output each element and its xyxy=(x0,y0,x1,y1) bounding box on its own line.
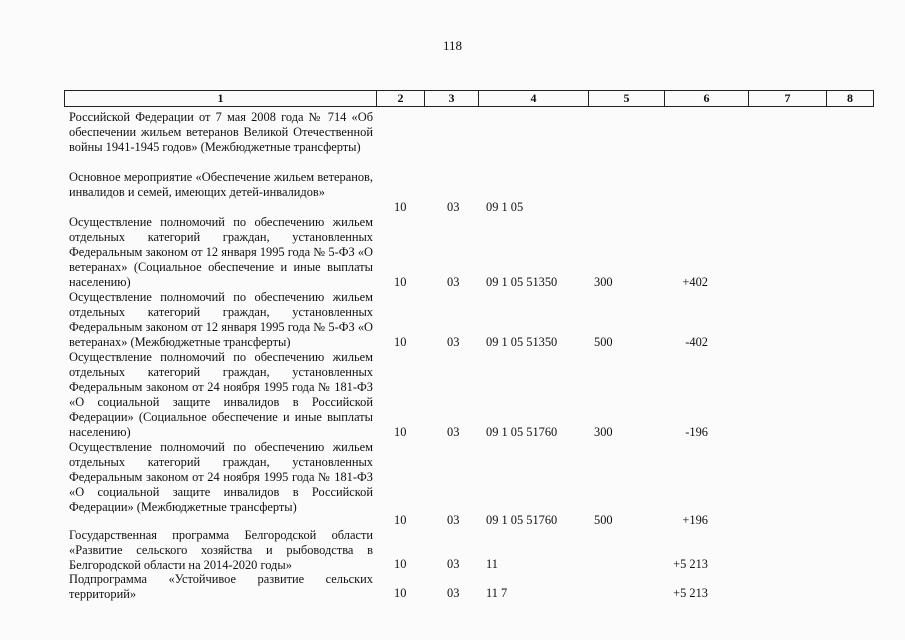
row-target-article: 11 7 xyxy=(486,586,508,600)
row-amount: -402 xyxy=(685,335,708,349)
row-description: Государственная программа Белгородской области «Развитие сельского хозяйства и рыбоводства в Белгородской области на 2014-2020 годы» xyxy=(69,528,373,573)
header-col-6: 6 xyxy=(665,91,749,106)
row-subsection: 03 xyxy=(447,513,460,527)
row-target-article: 11 xyxy=(486,557,498,571)
header-col-1: 1 xyxy=(65,91,377,106)
row-subsection: 03 xyxy=(447,586,460,600)
row-target-article: 09 1 05 51760 xyxy=(486,425,558,439)
row-subsection: 03 xyxy=(447,335,460,349)
row-amount: -196 xyxy=(685,425,708,439)
row-description: Российской Федерации от 7 мая 2008 года № 714 «Об обеспечении жильем ветеранов Великой Отечественной войны 1941-1945 годов» (Межбюджетные трансферты) xyxy=(69,110,373,155)
row-section: 10 xyxy=(394,513,407,527)
header-col-3: 3 xyxy=(425,91,479,106)
row-expense-type: 500 xyxy=(594,335,613,349)
row-section: 10 xyxy=(394,586,407,600)
header-col-4: 4 xyxy=(479,91,589,106)
row-description: Осуществление полномочий по обеспечению жильем отдельных категорий граждан, установленных Федеральным законом от 12 января 1995 года № 5-ФЗ «О ветеранах» (Межбюджетные трансферты) xyxy=(69,290,373,350)
row-amount: +196 xyxy=(682,513,708,527)
row-description: Основное мероприятие «Обеспечение жильем ветеранов, инвалидов и семей, имеющих детей-инвалидов» xyxy=(69,170,373,200)
row-subsection: 03 xyxy=(447,557,460,571)
header-col-5: 5 xyxy=(589,91,665,106)
header-col-7: 7 xyxy=(749,91,827,106)
row-subsection: 03 xyxy=(447,425,460,439)
row-section: 10 xyxy=(394,557,407,571)
row-description: Осуществление полномочий по обеспечению жильем отдельных категорий граждан, установленных Федеральным законом от 12 января 1995 года № 5-ФЗ «О ветеранах» (Социальное обеспечение и иные выплаты населению) xyxy=(69,215,373,290)
row-section: 10 xyxy=(394,425,407,439)
row-target-article: 09 1 05 51350 xyxy=(486,275,558,289)
row-expense-type: 300 xyxy=(594,425,613,439)
row-section: 10 xyxy=(394,335,407,349)
row-description: Осуществление полномочий по обеспечению жильем отдельных категорий граждан, установленных Федеральным законом от 24 ноября 1995 года № 181-ФЗ «О социальной защите инвалидов в Российской Федерации» (Межбюджетные трансферты) xyxy=(69,440,373,515)
row-expense-type: 300 xyxy=(594,275,613,289)
row-amount: +402 xyxy=(682,275,708,289)
row-section: 10 xyxy=(394,200,407,214)
row-target-article: 09 1 05 51760 xyxy=(486,513,558,527)
row-expense-type: 500 xyxy=(594,513,613,527)
row-amount: +5 213 xyxy=(673,586,708,600)
row-target-article: 09 1 05 51350 xyxy=(486,335,558,349)
row-description: Осуществление полномочий по обеспечению жильем отдельных категорий граждан, установленных Федеральным законом от 24 ноября 1995 года № 181-ФЗ «О социальной защите инвалидов в Российской Федерации» (Социальное обеспечение и иные выплаты населению) xyxy=(69,350,373,440)
row-description: Подпрограмма «Устойчивое развитие сельских территорий» xyxy=(69,572,373,602)
header-col-8: 8 xyxy=(847,91,853,105)
row-target-article: 09 1 05 xyxy=(486,200,524,214)
row-section: 10 xyxy=(394,275,407,289)
table-header xyxy=(64,90,874,107)
header-col-2: 2 xyxy=(377,91,425,106)
row-amount: +5 213 xyxy=(673,557,708,571)
page-number: 118 xyxy=(442,38,463,53)
row-subsection: 03 xyxy=(447,200,460,214)
row-subsection: 03 xyxy=(447,275,460,289)
